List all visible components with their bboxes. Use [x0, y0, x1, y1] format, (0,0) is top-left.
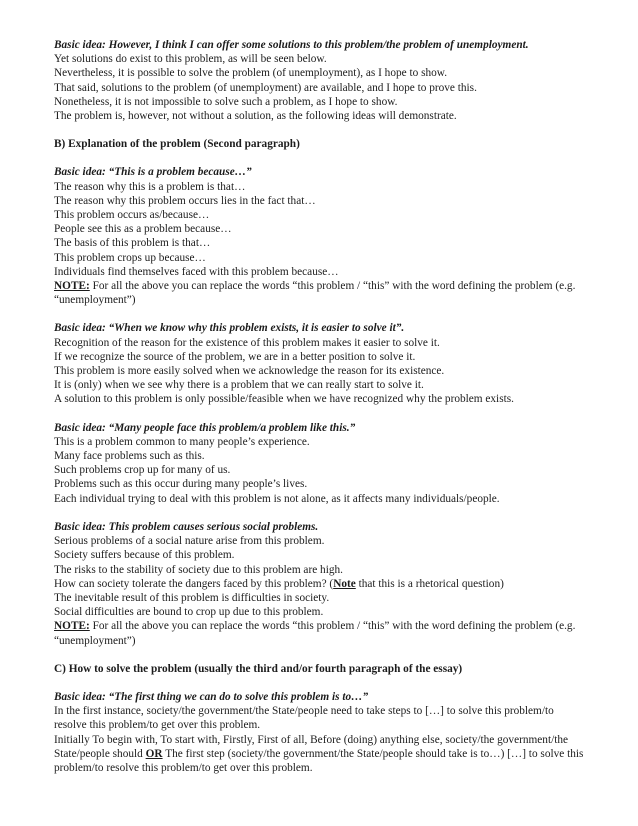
idea-line: Social difficulties are bound to crop up due to this problem.	[54, 606, 324, 619]
idea-line: Yet solutions do exist to this problem, as will be seen below.	[54, 53, 327, 66]
idea-line: The problem is, however, not without a solution, as the following ideas will demonstrate.	[54, 110, 457, 123]
idea-heading: Basic idea: “This is a problem because…”	[54, 166, 252, 179]
idea-heading: Basic idea: “When we know why this problem exists, it is easier to solve it”.	[54, 322, 405, 335]
section-heading-c	[54, 662, 584, 676]
idea-block-many-people	[54, 421, 584, 506]
note-inline-label: Note	[333, 577, 356, 590]
idea-line: Problems such as this occur during many people’s lives.	[54, 478, 308, 491]
rhetorical-question-line	[54, 577, 584, 591]
idea-line: This problem occurs as/because…	[54, 209, 210, 222]
idea-line: Society suffers because of this problem.	[54, 549, 235, 562]
idea-line: That said, solutions to the problem (of unemployment) are available, and I hope to prove this.	[54, 81, 477, 94]
idea-block-solutions	[54, 38, 584, 123]
idea-line: If we recognize the source of the problem, we are in a better position to solve it.	[54, 350, 416, 363]
idea-line: Each individual trying to deal with this problem is not alone, as it affects many individuals/people.	[54, 492, 500, 505]
idea-line: The basis of this problem is that…	[54, 237, 211, 250]
idea-line: Such problems crop up for many of us.	[54, 464, 231, 477]
idea-line: The reason why this is a problem is that…	[54, 180, 246, 193]
idea-heading: Basic idea: “Many people face this problem/a problem like this.”	[54, 421, 356, 434]
note-label: NOTE:	[54, 280, 90, 293]
note-text: For all the above you can replace the words “this problem / “this” with the word defining the problem (e.g. “unemployment”)	[54, 280, 576, 307]
idea-heading: Basic idea: “The first thing we can do to solve this problem is to…”	[54, 690, 369, 703]
rhetorical-suffix: that this is a rhetorical question)	[355, 577, 504, 590]
idea-line: This problem crops up because…	[54, 251, 206, 264]
section-heading-text: C) How to solve the problem (usually the third and/or fourth paragraph of the essay)	[54, 662, 463, 675]
idea-line: Many face problems such as this.	[54, 450, 205, 463]
rhetorical-prefix: How can society tolerate the dangers faced by this problem? (	[54, 577, 334, 590]
idea-line: Serious problems of a social nature arise from this problem.	[54, 535, 325, 548]
idea-block-problem-because	[54, 165, 584, 307]
idea-heading: Basic idea: However, I think I can offer some solutions to this problem/the problem of unemployment.	[54, 39, 529, 51]
idea-heading: Basic idea: This problem causes serious social problems.	[54, 520, 319, 533]
idea-line: In the first instance, society/the government/the State/people need to take steps to […] to solve this problem/to resolve this problem/to get over this problem.	[54, 705, 554, 732]
idea-line: The risks to the stability of society due to this problem are high.	[54, 563, 343, 576]
idea-line: Individuals find themselves faced with this problem because…	[54, 265, 339, 278]
or-suffix: The first step (society/the government/the State/people should take is to…) […] to solve this problem/to resolve this problem/to get over this problem.	[54, 747, 584, 774]
idea-line: This is a problem common to many people’s experience.	[54, 435, 310, 448]
idea-line: It is (only) when we see why there is a problem that we can really start to solve it.	[54, 379, 424, 392]
note-line	[54, 619, 584, 647]
idea-block-know-why	[54, 321, 584, 406]
idea-line: People see this as a problem because…	[54, 223, 232, 236]
idea-line: A solution to this problem is only possible/feasible when we have recognized why the problem exists.	[54, 393, 514, 406]
or-prefix: Initially To begin with, To start with, Firstly, First of all, Before (doing) anything else, society/the government/the State/people should	[54, 733, 569, 760]
idea-line: The reason why this problem occurs lies in the fact that…	[54, 194, 316, 207]
note-line	[54, 279, 584, 307]
idea-block-social-problems	[54, 520, 584, 648]
document-text-body	[54, 38, 584, 775]
idea-line: Nevertheless, it is possible to solve the problem (of unemployment), as I hope to show.	[54, 67, 448, 80]
idea-line: This problem is more easily solved when we acknowledge the reason for its existence.	[54, 365, 445, 378]
section-heading-b	[54, 137, 584, 151]
note-text: For all the above you can replace the words “this problem / “this” with the word defining the problem (e.g. “unemployment”)	[54, 620, 576, 647]
idea-block-first-thing	[54, 690, 584, 775]
idea-line: Nonetheless, it is not impossible to solve such a problem, as I hope to show.	[54, 95, 398, 108]
or-alternative-line	[54, 733, 584, 776]
idea-line: The inevitable result of this problem is difficulties in society.	[54, 591, 330, 604]
or-label: OR	[145, 747, 163, 760]
section-heading-text: B) Explanation of the problem (Second paragraph)	[54, 138, 300, 151]
note-label: NOTE:	[54, 620, 90, 633]
idea-line: Recognition of the reason for the existence of this problem makes it easier to solve it.	[54, 336, 440, 349]
